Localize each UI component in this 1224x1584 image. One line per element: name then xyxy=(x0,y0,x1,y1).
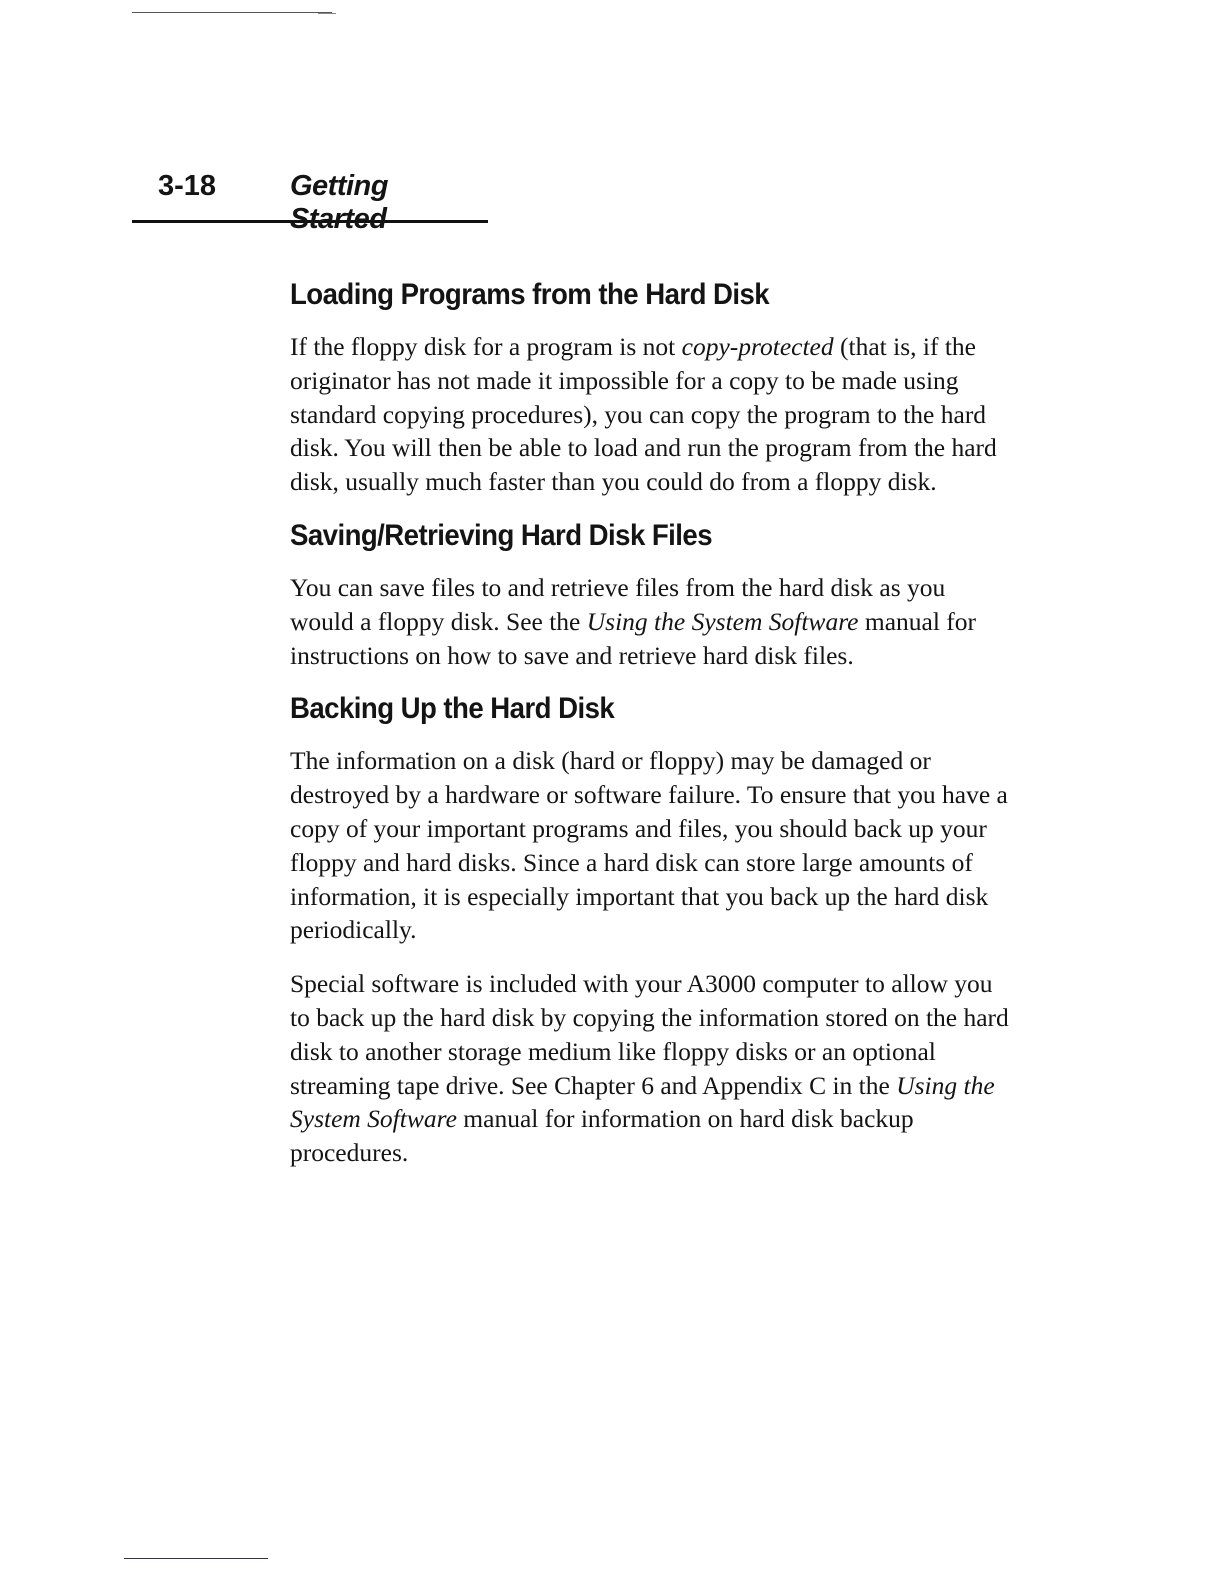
section-backing-up xyxy=(290,692,1010,1170)
paragraph-text: manual for information on hard disk backup procedures. xyxy=(290,1104,914,1168)
section-heading: Loading Programs from the Hard Disk xyxy=(290,278,770,311)
running-title: Getting Started xyxy=(290,170,388,235)
top-rule-fragment xyxy=(318,13,336,14)
section-heading: Backing Up the Hard Disk xyxy=(290,692,615,726)
manual-title: Using the System Software xyxy=(290,1070,995,1134)
paragraph xyxy=(290,571,1010,672)
section-loading-programs xyxy=(290,278,1010,499)
paragraph xyxy=(290,967,1010,1170)
page-header xyxy=(132,168,488,235)
paragraph xyxy=(290,330,1010,499)
section-heading: Saving/Retrieving Hard Disk Files xyxy=(290,518,713,552)
top-rule xyxy=(132,12,332,13)
paragraph-text: manual for instructions on how to save and retrieve hard disk files. xyxy=(290,606,977,670)
paragraph-text: (that is, if the originator has not made it impossible for a copy to be made using standard copying procedures), you can copy the program to the hard disk. You will then be able to load and run the program from the hard disk, usually much faster than you could do from a floppy disk. xyxy=(290,332,997,497)
section-saving-retrieving xyxy=(290,519,1010,672)
paragraph: The information on a disk (hard or floppy) may be damaged or destroyed by a hardware or software failure. To ensure that you have a copy of your important programs and files, you should back up your floppy and hard disks. Since a hard disk can store large amounts of information, it is especially important that you back up the hard disk periodically. xyxy=(290,746,1008,945)
emphasis-term: copy-protected xyxy=(681,332,834,361)
page-number: 3-18 xyxy=(158,170,217,202)
paragraph-text: Special software is included with your A3000 computer to allow you to back up the hard disk by copying the information stored on the hard disk to another storage medium like floppy disks or an optional streaming tape drive. See Chapter 6 and Appendix C in the xyxy=(290,969,1009,1100)
bottom-rule xyxy=(124,1558,268,1559)
page-content xyxy=(290,278,1010,1190)
paragraph-text: If the floppy disk for a program is not xyxy=(290,332,682,361)
manual-title: Using the System Software xyxy=(586,606,859,636)
paragraph-text: You can save files to and retrieve files from the hard disk as you would a floppy disk. See the xyxy=(290,572,946,636)
